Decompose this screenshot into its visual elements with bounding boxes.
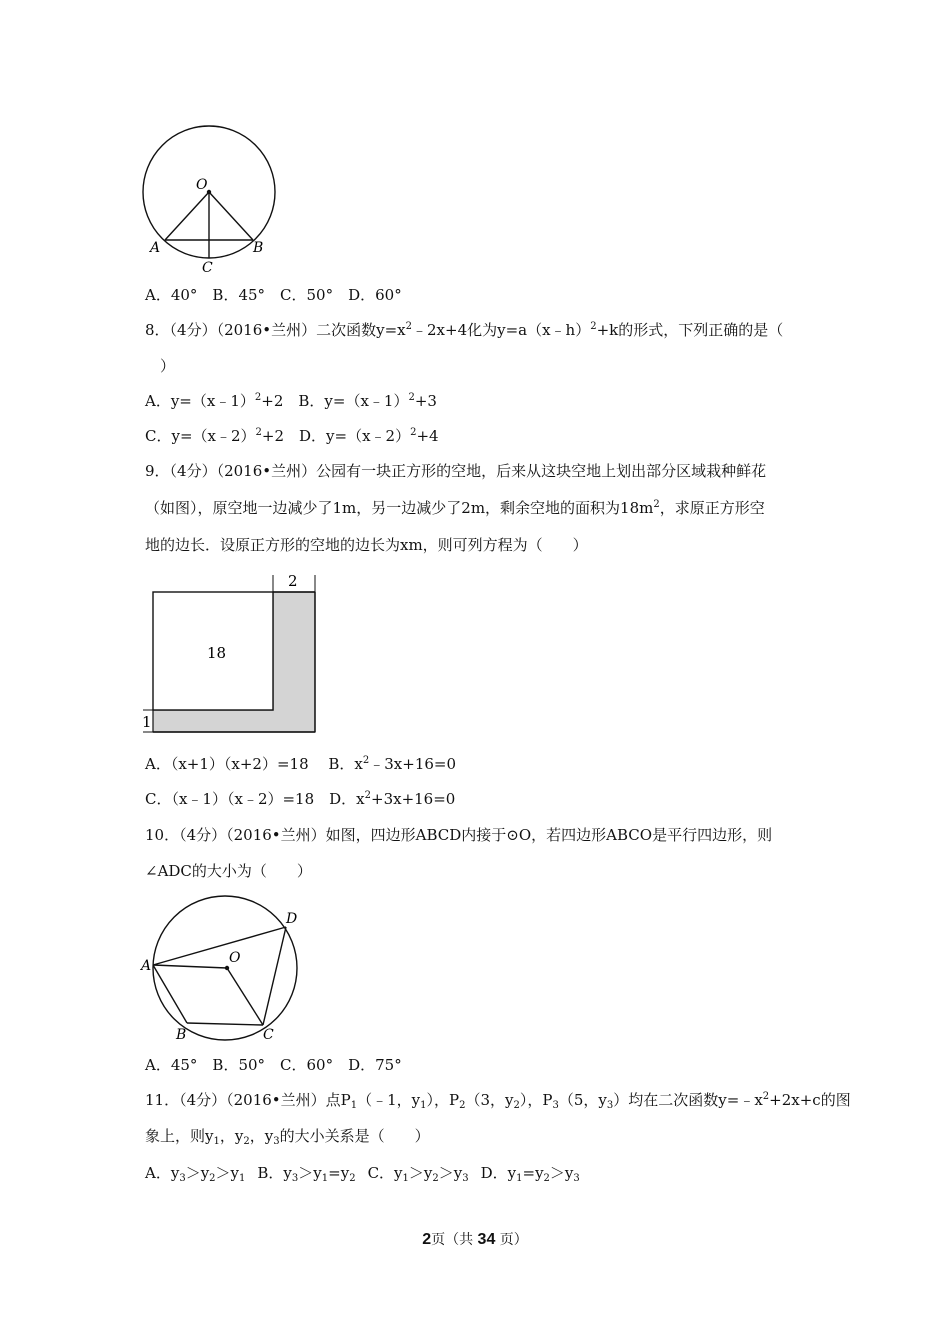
q9-opt-b-end: ﹣3x+16=0 (369, 755, 457, 773)
q8-options-ab (145, 391, 437, 411)
q8-opt-d: +2 D．y=（x﹣2） (261, 427, 411, 445)
figure-square-plot (140, 570, 325, 740)
sub: 3 (552, 1100, 559, 1111)
label-o: O (196, 177, 208, 193)
page-number: 2 (422, 1231, 432, 1248)
sup: 2 (590, 321, 597, 332)
q9-line1: 9．（4分）（2016•兰州）公园有一块正方形的空地，后来从这块空地上划出部分区域栽种鲜花 (145, 462, 767, 480)
q8-opt-a: A．y=（x﹣1） (145, 392, 255, 410)
label-d: D (286, 911, 298, 927)
sub: 1 (213, 1136, 220, 1147)
sup: 2 (362, 755, 370, 766)
q9-line2a: （如图），原空地一边减少了1m，另一边减少了2m，剩余空地的面积为18m (145, 499, 654, 517)
sup: 2 (254, 392, 262, 403)
q7-options: A．40° B．45° C．50° D．60° (145, 286, 402, 304)
t: ），P (519, 1091, 553, 1109)
sub: 3 (606, 1100, 614, 1111)
q11-stem (145, 1090, 851, 1110)
figure-circle-oab (135, 120, 285, 280)
sup: 2 (762, 1091, 770, 1102)
t: 的大小关系是（ ） (279, 1127, 430, 1145)
q8-options-cd (145, 426, 439, 446)
sub: 2 (513, 1100, 520, 1111)
sup: 2 (653, 499, 660, 510)
page-footer (0, 1229, 950, 1249)
t: ，y (219, 1127, 244, 1145)
t: （5，y (558, 1091, 607, 1109)
q9-line2b: ，求原正方形空 (659, 499, 765, 517)
t: （﹣1，y (357, 1091, 421, 1109)
sup: 2 (364, 790, 371, 801)
page-total: 34 (477, 1231, 496, 1248)
q11-opt-c: C．$y_1>y_2>y_3$ (367, 1164, 469, 1184)
t: 11．（4分）（2016•兰州）点P (145, 1091, 351, 1109)
fig-area-label: 18 (207, 644, 227, 662)
label-c: C (263, 1027, 274, 1043)
t: +2x+c的图 (769, 1091, 851, 1109)
footer-mid: 页（共 (431, 1232, 474, 1248)
label-a: A (141, 958, 152, 974)
q8-tail: +k的形式，下列正确的是（ (596, 321, 784, 339)
q8-mid: ﹣2x+4化为y=a（x﹣h） (412, 321, 591, 339)
q9-options-ab (145, 754, 456, 774)
q11-options (145, 1163, 592, 1183)
q11-opt-b: B．$y_3>y_1=y_2$ (257, 1164, 356, 1184)
q8-opt-b-end: +3 (414, 392, 437, 410)
sup: 2 (408, 392, 415, 403)
sub: 1 (420, 1100, 427, 1111)
label-b: B (253, 240, 264, 256)
q11-opt-a: A．$y_3>y_2>y_1$ (145, 1164, 246, 1184)
q11-opt-d: D．$y_1=y_2>y_3$ (480, 1164, 580, 1184)
sub: 1 (350, 1100, 358, 1111)
q8-stem (145, 320, 783, 340)
t: （3，y (465, 1091, 514, 1109)
sub: 2 (243, 1136, 250, 1147)
q11-line2 (145, 1126, 430, 1146)
t: 象上，则y (145, 1127, 214, 1145)
q9-opt-d-end: +3x+16=0 (371, 790, 456, 808)
label-o: O (229, 950, 241, 966)
sup: 2 (405, 321, 412, 332)
q9-opt-ab: A．（x+1）（x+2）=18 B．x (145, 755, 363, 773)
sup: 2 (410, 427, 417, 438)
q10-line1: 10．（4分）（2016•兰州）如图，四边形ABCD内接于⊙O，若四边形ABCO是平行四边形，则 (145, 826, 773, 844)
label-c: C (202, 260, 213, 276)
sub: 2 (459, 1100, 466, 1111)
fig-left-label: 1 (142, 713, 152, 731)
q9-line2 (145, 498, 765, 518)
label-a: A (150, 240, 161, 256)
q9-line3: 地的边长．设原正方形的空地的边长为xm，则可列方程为（ ） (145, 536, 588, 554)
figure-cyclic-quad (135, 895, 315, 1045)
label-b: B (176, 1027, 187, 1043)
t: ）均在二次函数y=﹣x (613, 1091, 763, 1109)
q10-options: A．45° B．50° C．60° D．75° (145, 1056, 402, 1074)
fig-top-label: 2 (288, 572, 298, 590)
q9-opt-cd: C．（x﹣1）（x﹣2）=18 D．x (145, 790, 365, 808)
sub: 3 (273, 1136, 280, 1147)
sup: 2 (255, 427, 262, 438)
t: ，y (249, 1127, 274, 1145)
q8-opt-b: +2 B．y=（x﹣1） (261, 392, 409, 410)
t: ），P (426, 1091, 460, 1109)
q8-head: 8．（4分）（2016•兰州）二次函数y=x (145, 321, 406, 339)
q9-options-cd (145, 789, 455, 809)
q10-line2: ∠ADC的大小为（ ） (145, 862, 312, 880)
q8-opt-c: C．y=（x﹣2） (145, 427, 256, 445)
q8-opt-d-end: +4 (416, 427, 439, 445)
footer-end: 页） (499, 1232, 528, 1248)
q8-close: ） (160, 357, 176, 375)
